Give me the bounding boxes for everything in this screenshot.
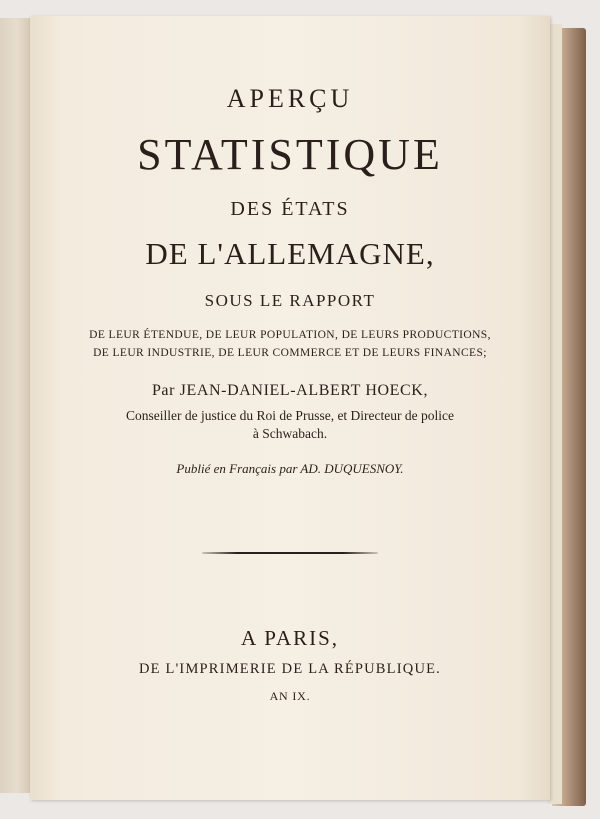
author-position-line-2: à Schwabach. (252, 426, 328, 441)
title-line-allemagne: DE L'ALLEMAGNE, (145, 236, 435, 271)
title-line-apercu: APERÇU (226, 84, 354, 113)
imprint-printer: DE L'IMPRIMERIE DE LA RÉPUBLIQUE. (139, 661, 441, 677)
title-line-des-etats: DES ÉTATS (230, 198, 350, 220)
publisher-note: Publié en Français par AD. DUQUESNOY. (176, 461, 404, 476)
author-line: Par JEAN-DANIEL-ALBERT HOECK, (151, 382, 429, 399)
imprint-city: A PARIS, (240, 626, 340, 650)
subtitle-line-etendue: DE LEUR ÉTENDUE, DE LEUR POPULATION, DE LEURS PRODUCTIONS, (89, 329, 491, 341)
title-page (30, 16, 550, 800)
previous-page-edge (0, 18, 31, 793)
decorative-rule (202, 552, 378, 554)
author-position-line-1: Conseiller de justice du Roi de Prusse, et Directeur de police (125, 408, 455, 423)
subtitle-line-industrie: DE LEUR INDUSTRIE, DE LEUR COMMERCE ET DE LEURS FINANCES; (93, 347, 487, 359)
imprint-year: AN IX. (269, 689, 311, 703)
page-stack (548, 24, 562, 804)
title-line-statistique: STATISTIQUE (137, 130, 443, 179)
subtitle-sous-le-rapport: SOUS LE RAPPORT (204, 291, 376, 310)
